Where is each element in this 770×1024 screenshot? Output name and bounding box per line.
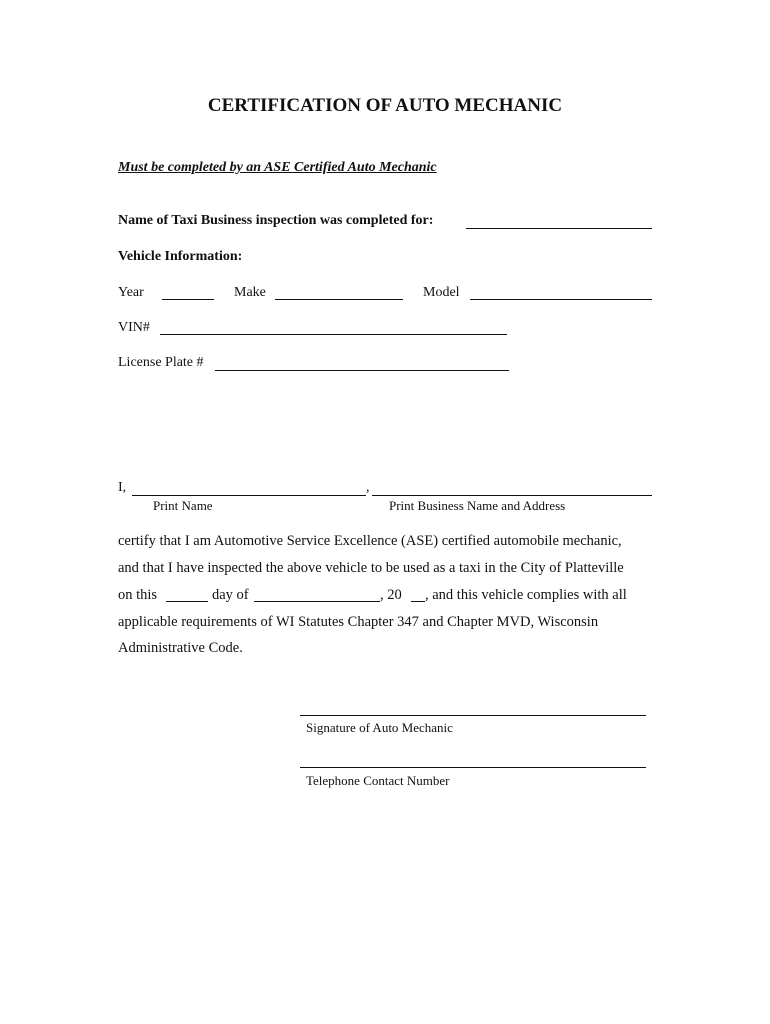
- print-business-caption: Print Business Name and Address: [389, 498, 566, 513]
- signature-field[interactable]: [300, 715, 646, 716]
- business-label: Name of Taxi Business inspection was completed for:: [118, 213, 434, 228]
- certify-line-5: Administrative Code.: [118, 640, 243, 656]
- print-name-caption: Print Name: [153, 498, 213, 513]
- certify-line-3-a: on this: [118, 587, 158, 603]
- subtitle: Must be completed by an ASE Certified Auto Mechanic: [118, 160, 437, 175]
- make-field[interactable]: [275, 299, 403, 300]
- model-label: Model: [423, 285, 460, 300]
- business-address-field[interactable]: [372, 495, 652, 496]
- document-title: CERTIFICATION OF AUTO MECHANIC: [207, 95, 563, 116]
- certify-line-3-d: , and this vehicle complies with all: [425, 587, 627, 603]
- vin-label: VIN#: [118, 320, 150, 335]
- plate-label: License Plate #: [118, 355, 204, 370]
- print-name-field[interactable]: [132, 495, 366, 496]
- certify-line-3-c: , 20: [380, 587, 402, 603]
- make-label: Make: [234, 285, 266, 300]
- certify-line-2: and that I have inspected the above vehicle to be used as a taxi in the City of Platteville: [118, 560, 624, 576]
- phone-caption: Telephone Contact Number: [306, 773, 450, 788]
- year-label: Year: [118, 285, 144, 300]
- i-label: I,: [118, 480, 127, 495]
- plate-field[interactable]: [215, 370, 509, 371]
- signature-caption: Signature of Auto Mechanic: [306, 720, 453, 735]
- business-name-field[interactable]: [466, 228, 652, 229]
- vehicle-heading: Vehicle Information:: [118, 249, 243, 264]
- year-field[interactable]: [162, 299, 214, 300]
- certify-line-1: certify that I am Automotive Service Excellence (ASE) certified automobile mechanic,: [118, 533, 622, 549]
- certify-line-4: applicable requirements of WI Statutes Chapter 347 and Chapter MVD, Wisconsin: [118, 614, 599, 630]
- vin-field[interactable]: [160, 334, 507, 335]
- year-suffix-field[interactable]: [411, 601, 425, 602]
- comma: ,: [366, 480, 370, 495]
- day-field[interactable]: [166, 601, 208, 602]
- phone-field[interactable]: [300, 767, 646, 768]
- model-field[interactable]: [470, 299, 652, 300]
- month-field[interactable]: [254, 601, 380, 602]
- certify-line-3-b: day of: [212, 587, 249, 603]
